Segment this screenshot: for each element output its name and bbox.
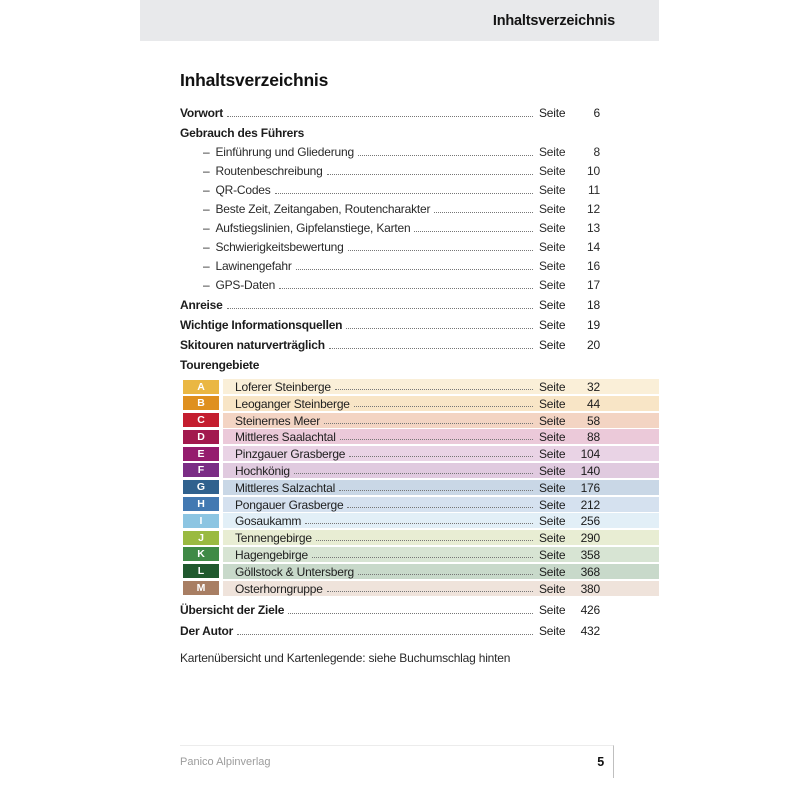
region-label: Mittleres Salzachtal	[235, 480, 336, 495]
region-row-body	[223, 480, 659, 495]
region-row-body	[223, 530, 659, 545]
region-row	[183, 513, 659, 528]
region-row-body	[223, 429, 659, 444]
region-row	[183, 530, 659, 545]
dotted-leader	[349, 456, 533, 457]
region-row-body	[223, 564, 659, 579]
seite-label: Seite	[539, 514, 566, 529]
toc-entry-label: Tourengebiete	[180, 358, 260, 372]
toc-entry-label: Routenbeschreibung	[215, 164, 323, 178]
region-row-body	[223, 547, 659, 562]
seite-label: Seite	[539, 430, 566, 445]
region-label: Göllstock & Untersberg	[235, 564, 354, 579]
region-letter-badge: C	[183, 413, 219, 427]
page-number: 14	[587, 240, 600, 254]
toc-entry-label: QR-Codes	[215, 183, 271, 197]
toc-entry	[180, 165, 600, 178]
dotted-leader	[327, 174, 533, 175]
page-number: 18	[587, 298, 600, 312]
page-title: Inhaltsverzeichnis	[180, 70, 329, 90]
page-number: 13	[587, 221, 600, 235]
region-row-body	[223, 446, 659, 461]
region-row	[183, 581, 659, 596]
page-number: 432	[580, 623, 600, 638]
running-head	[140, 0, 659, 41]
seite-label: Seite	[539, 202, 566, 216]
region-letter-badge: L	[183, 564, 219, 578]
seite-label: Seite	[539, 564, 566, 579]
dotted-leader	[347, 507, 533, 508]
region-row	[183, 446, 659, 461]
region-letter-badge: E	[183, 447, 219, 461]
page-number: 290	[580, 531, 600, 546]
seite-label: Seite	[539, 338, 566, 352]
page-number: 32	[587, 380, 600, 394]
toc-entry-dash: –	[203, 145, 210, 159]
region-row	[183, 413, 659, 428]
page-number: 140	[580, 463, 600, 478]
region-letter-badge: B	[183, 396, 219, 410]
toc-entry	[180, 203, 600, 216]
region-letter-badge: G	[183, 480, 219, 494]
dotted-leader	[275, 193, 533, 194]
dotted-leader	[316, 540, 533, 541]
page-number: 104	[580, 447, 600, 462]
region-row	[183, 480, 659, 495]
dotted-leader	[434, 212, 533, 213]
running-head-title: Inhaltsverzeichnis	[492, 12, 615, 29]
dotted-leader	[312, 557, 533, 558]
seite-label: Seite	[539, 259, 566, 273]
page-number: 44	[587, 396, 600, 411]
region-row	[183, 497, 659, 512]
region-label: Steinernes Meer	[235, 413, 321, 428]
toc-entry	[180, 319, 600, 332]
seite-label: Seite	[539, 164, 566, 178]
region-letter-badge: I	[183, 514, 219, 528]
seite-label: Seite	[539, 623, 566, 638]
region-label: Tennengebirge	[235, 531, 312, 546]
region-row-body	[223, 513, 659, 528]
dotted-leader	[305, 523, 533, 524]
dotted-leader	[414, 231, 533, 232]
toc-entry	[180, 604, 600, 617]
dotted-leader	[348, 250, 533, 251]
toc-entry-label: Wichtige Informationsquellen	[180, 318, 343, 332]
toc-content	[180, 70, 659, 665]
toc-entry-label: Gebrauch des Führers	[180, 126, 305, 140]
region-label: Gosaukamm	[235, 514, 302, 529]
page-footer	[180, 745, 614, 778]
page-number: 358	[580, 547, 600, 562]
region-row	[183, 429, 659, 444]
dotted-leader	[329, 348, 533, 349]
dotted-leader	[358, 574, 533, 575]
dotted-leader	[227, 308, 533, 309]
dotted-leader	[340, 439, 533, 440]
dotted-leader	[354, 406, 533, 407]
toc-entry-dash: –	[203, 202, 210, 216]
region-letter-badge: A	[183, 380, 219, 394]
toc-entry	[180, 339, 600, 352]
region-letter-badge: K	[183, 547, 219, 561]
region-label: Mittleres Saalachtal	[235, 430, 336, 445]
region-letter-badge: H	[183, 497, 219, 511]
region-row-body	[223, 497, 659, 512]
dotted-leader	[227, 116, 533, 117]
seite-label: Seite	[539, 602, 566, 617]
map-note: Kartenübersicht und Kartenlegende: siehe Buchumschlag hinten	[180, 650, 511, 665]
seite-label: Seite	[539, 463, 566, 478]
page-number: 58	[587, 413, 600, 428]
region-label: Pongauer Grasberge	[235, 497, 344, 512]
seite-label: Seite	[539, 221, 566, 235]
seite-label: Seite	[539, 413, 566, 428]
dotted-leader	[294, 473, 533, 474]
toc-entry-label: Schwierigkeitsbewertung	[215, 240, 344, 254]
page-number: 19	[587, 318, 600, 332]
region-row-body	[223, 379, 659, 394]
region-row	[183, 564, 659, 579]
seite-label: Seite	[539, 531, 566, 546]
dotted-leader	[339, 490, 533, 491]
toc-entry	[180, 359, 600, 372]
page-number: 256	[580, 514, 600, 529]
dotted-leader	[279, 288, 533, 289]
seite-label: Seite	[539, 183, 566, 197]
region-label: Hagengebirge	[235, 547, 308, 562]
region-row-body	[223, 413, 659, 428]
region-row-body	[223, 463, 659, 478]
publisher-name: Panico Alpinverlag	[180, 756, 271, 768]
dotted-leader	[335, 389, 533, 390]
region-row	[183, 379, 659, 394]
seite-label: Seite	[539, 318, 566, 332]
region-letter-badge: J	[183, 531, 219, 545]
region-label: Loferer Steinberge	[235, 380, 331, 394]
toc-entry	[180, 260, 600, 273]
page-number: 88	[587, 430, 600, 445]
toc-entry	[180, 241, 600, 254]
toc-entry-dash: –	[203, 240, 210, 254]
toc-entry-label: Beste Zeit, Zeitangaben, Routencharakter	[215, 202, 431, 216]
seite-label: Seite	[539, 447, 566, 462]
seite-label: Seite	[539, 106, 566, 120]
region-label: Leoganger Steinberge	[235, 396, 350, 411]
page-number: 212	[580, 497, 600, 512]
seite-label: Seite	[539, 480, 566, 495]
region-row-body	[223, 581, 659, 596]
toc-entry	[180, 184, 600, 197]
toc-entry-label: Aufstiegslinien, Gipfelanstiege, Karten	[215, 221, 411, 235]
toc-entry-label: Anreise	[180, 298, 223, 312]
toc-entry-label: Skitouren naturverträglich	[180, 338, 325, 352]
page-number: 12	[587, 202, 600, 216]
region-letter-badge: D	[183, 430, 219, 444]
page-number: 176	[580, 480, 600, 495]
dotted-leader	[296, 269, 533, 270]
region-row-body	[223, 396, 659, 411]
seite-label: Seite	[539, 581, 566, 596]
page-number: 16	[587, 259, 600, 273]
toc-entry-dash: –	[203, 183, 210, 197]
toc-entry-label: Der Autor	[180, 623, 234, 638]
dotted-leader	[358, 155, 533, 156]
seite-label: Seite	[539, 240, 566, 254]
region-letter-badge: M	[183, 581, 219, 595]
page-number: 368	[580, 564, 600, 579]
toc-entry-label: Einführung und Gliederung	[215, 145, 354, 159]
toc-entry	[180, 299, 600, 312]
seite-label: Seite	[539, 298, 566, 312]
toc-entry	[180, 625, 600, 638]
region-letter-badge: F	[183, 463, 219, 477]
toc-list-top	[180, 107, 659, 372]
region-label: Osterhorngruppe	[235, 581, 323, 596]
page-number: 17	[587, 278, 600, 292]
toc-entry-label: Vorwort	[180, 106, 224, 120]
toc-entry-dash: –	[203, 221, 210, 235]
toc-entry	[180, 279, 600, 292]
region-table	[183, 379, 659, 596]
seite-label: Seite	[539, 396, 566, 411]
toc-entry	[180, 146, 600, 159]
toc-entry-dash: –	[203, 164, 210, 178]
dotted-leader	[237, 634, 533, 635]
region-row	[183, 463, 659, 478]
region-label: Pinzgauer Grasberge	[235, 447, 346, 462]
page-number: 8	[593, 145, 600, 159]
seite-label: Seite	[539, 547, 566, 562]
toc-entry-dash: –	[203, 278, 210, 292]
dotted-leader	[327, 591, 533, 592]
seite-label: Seite	[539, 278, 566, 292]
dotted-leader	[288, 613, 533, 614]
toc-list-bottom	[180, 604, 659, 638]
toc-entry-label: GPS-Daten	[215, 278, 276, 292]
seite-label: Seite	[539, 497, 566, 512]
seite-label: Seite	[539, 145, 566, 159]
toc-entry	[180, 127, 600, 140]
page-number: 11	[587, 183, 600, 197]
dotted-leader	[324, 423, 533, 424]
page-number: 10	[587, 164, 600, 178]
dotted-leader	[346, 328, 533, 329]
toc-entry-label: Lawinengefahr	[215, 259, 292, 273]
seite-label: Seite	[539, 380, 566, 394]
page-number: 380	[580, 581, 600, 596]
region-row	[183, 547, 659, 562]
region-row	[183, 396, 659, 411]
region-label: Hochkönig	[235, 463, 290, 478]
page-number: 6	[593, 106, 600, 120]
folio-page-number: 5	[597, 755, 604, 769]
toc-entry-label: Übersicht der Ziele	[180, 602, 285, 617]
toc-entry-dash: –	[203, 259, 210, 273]
page-number: 426	[580, 602, 600, 617]
toc-entry	[180, 107, 600, 120]
toc-entry	[180, 222, 600, 235]
page-number: 20	[587, 338, 600, 352]
